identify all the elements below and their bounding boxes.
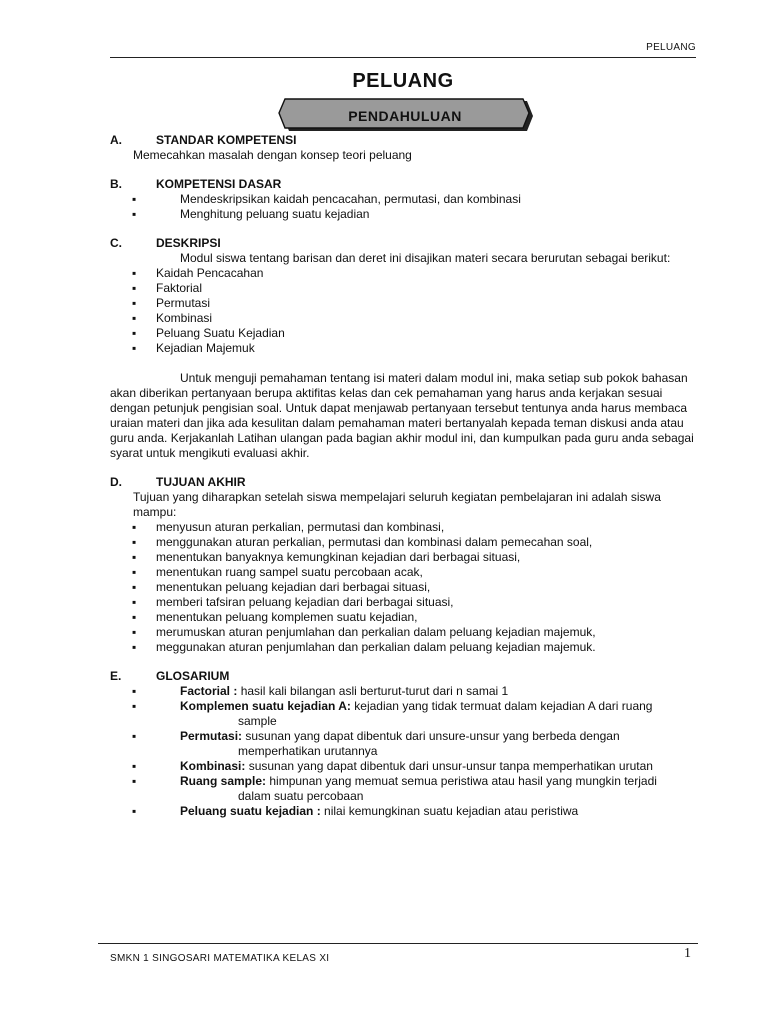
section-a [110,133,700,163]
footer-rule [98,943,698,944]
page-number: 1 [684,946,691,961]
list-item: ▪ menentukan banyaknya kemungkinan kejadian dari berbagai situasi, [110,550,700,565]
glossary-item [110,759,700,774]
glossary-definition: himpunan yang memuat semua peristiwa atau hasil yang mungkin terjadi [269,774,657,788]
header-rule [110,57,696,58]
list-item: ▪ merumuskan aturan penjumlahan dan perkalian dalam peluang kejadian majemuk, [110,625,700,640]
glossary-term: Permutasi: [180,729,243,743]
list-item: ▪ menyusun aturan perkalian, permutasi dan kombinasi, [110,520,700,535]
list-item: ▪ Kejadian Majemuk [110,341,700,356]
glossary-term: Kombinasi: [180,759,246,773]
list-item: ▪ meggunakan aturan penjumlahan dan perkalian dalam peluang kejadian majemuk. [110,640,700,655]
section-b-list [110,192,700,222]
glossary-item [110,684,700,699]
list-item: ▪ Mendeskripsikan kaidah pencacahan, permutasi, dan kombinasi [110,192,700,207]
glossary-definition: susunan yang dapat dibentuk dari unsure-unsur yang berbeda dengan [245,729,620,743]
glossary-term: Factorial : [180,684,238,698]
glossary-definition: nilai kemungkinan suatu kejadian atau peristiwa [324,804,579,818]
page-title: PELUANG [352,70,454,92]
glossary-list [110,684,700,819]
section-letter: D. [110,475,122,489]
list-item: ▪ Permutasi [110,296,700,311]
section-e-heading [110,669,700,684]
section-a-text: Memecahkan masalah dengan konsep teori peluang [133,148,412,162]
section-b-heading [110,177,700,192]
section-d-intro: Tujuan yang diharapkan setelah siswa mempelajari seluruh kegiatan pembelajaran ini adalah siswa mampu: [133,490,661,519]
list-item: ▪ menggunakan aturan perkalian, permutasi dan kombinasi dalam pemecahan soal, [110,535,700,550]
glossary-item [110,699,700,729]
glossary-definition-cont: memperhatikan urutannya [238,744,378,758]
section-title: DESKRIPSI [156,236,221,250]
section-b [110,177,700,222]
document-body [110,133,700,819]
section-letter: A. [110,133,122,147]
section-title: GLOSARIUM [156,669,230,683]
section-c-heading [110,236,700,251]
section-title: KOMPETENSI DASAR [156,177,282,191]
section-e [110,669,700,819]
list-item: ▪ Menghitung peluang suatu kejadian [110,207,700,222]
section-letter: C. [110,236,122,250]
section-letter: E. [110,669,122,683]
section-letter: B. [110,177,122,191]
glossary-definition-cont: sample [238,714,277,728]
list-item: ▪ menentukan peluang komplemen suatu kejadian, [110,610,700,625]
running-header: PELUANG [646,42,696,53]
section-title: STANDAR KOMPETENSI [156,133,297,147]
list-item: ▪ Kombinasi [110,311,700,326]
glossary-term: Komplemen suatu kejadian A: [180,699,351,713]
list-item: ▪ menentukan peluang kejadian dari berbagai situasi, [110,580,700,595]
section-d-heading [110,475,700,490]
list-item: ▪ menentukan ruang sampel suatu percobaan acak, [110,565,700,580]
section-c [110,236,700,461]
glossary-definition: hasil kali bilangan asli berturut-turut dari n samai 1 [240,684,509,698]
list-item: ▪ Kaidah Pencacahan [110,266,700,281]
glossary-item [110,804,700,819]
glossary-term: Ruang sample: [180,774,267,788]
glossary-item [110,774,700,804]
section-d-list [110,520,700,655]
glossary-definition: kejadian yang tidak termuat dalam kejadian A dari ruang [354,699,653,713]
list-item: ▪ memberi tafsiran peluang kejadian dari berbagai situasi, [110,595,700,610]
list-item: ▪ Peluang Suatu Kejadian [110,326,700,341]
section-c-list [110,266,700,356]
section-banner [277,98,533,134]
list-item: ▪ Faktorial [110,281,700,296]
section-title: TUJUAN AKHIR [156,475,246,489]
section-c-paragraph: Untuk menguji pemahaman tentang isi materi dalam modul ini, maka setiap sub pokok bahasan akan diberikan pertanyaan berupa aktifitas kelas dan cek pemahaman yang harus anda kerjakan sesuai dengan petunjuk pengisian soal. Untuk dapat menjawab pertanyaan tersebut tentunya anda harus membaca uraian materi dan jika ada kesulitan dalam pemahaman materi bertanyalah kepada teman diskusi anda atau guru anda. Kerjakanlah Latihan ulangan pada bagian akhir modul ini, dan kumpulkan pada guru anda sebagai syarat untuk mengikuti evaluasi akhir. [110,371,694,460]
glossary-definition: susunan yang dapat dibentuk dari unsur-unsur tanpa memperhatikan urutan [248,759,653,773]
section-c-intro: Modul siswa tentang barisan dan deret ini disajikan materi secara berurutan sebagai berikut: [180,251,671,265]
section-d [110,475,700,655]
section-a-heading [110,133,700,148]
footer-text: SMKN 1 SINGOSARI MATEMATIKA KELAS XI [110,953,330,964]
banner-label: PENDAHULUAN [348,108,462,124]
glossary-term: Peluang suatu kejadian : [180,804,321,818]
glossary-definition-cont: dalam suatu percobaan [238,789,364,803]
glossary-item [110,729,700,759]
